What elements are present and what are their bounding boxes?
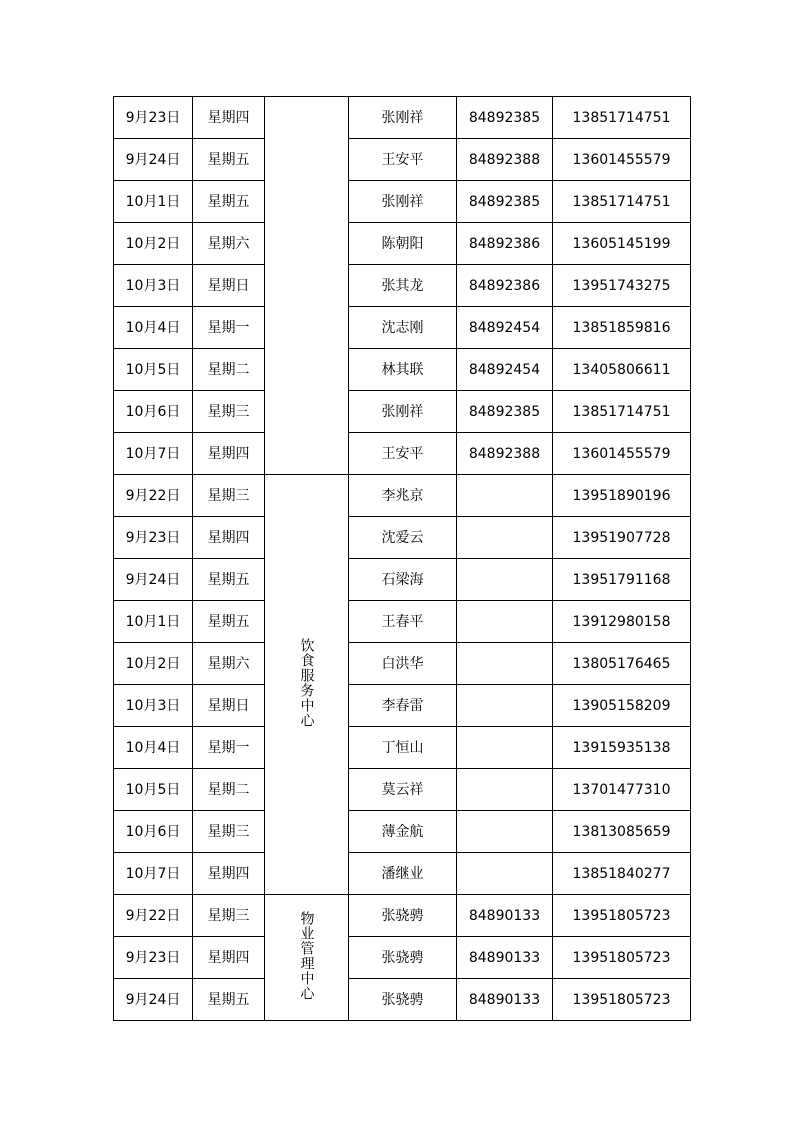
table-row — [114, 181, 691, 223]
weekday-cell: 星期五 — [193, 601, 265, 643]
name-cell: 沈爱云 — [349, 517, 457, 559]
mobile-phone-cell: 13601455579 — [553, 139, 691, 181]
duty-roster-table — [113, 96, 691, 1021]
table-row — [114, 769, 691, 811]
date-cell: 10月7日 — [114, 433, 193, 475]
mobile-phone-cell: 13605145199 — [553, 223, 691, 265]
table-row — [114, 685, 691, 727]
date-cell: 9月24日 — [114, 559, 193, 601]
office-phone-cell — [457, 601, 553, 643]
table-row — [114, 643, 691, 685]
office-phone-cell: 84890133 — [457, 895, 553, 937]
mobile-phone-cell: 13851840277 — [553, 853, 691, 895]
name-cell: 李兆京 — [349, 475, 457, 517]
date-cell: 9月22日 — [114, 475, 193, 517]
date-cell: 10月3日 — [114, 265, 193, 307]
office-phone-cell: 84892454 — [457, 307, 553, 349]
name-cell: 潘继业 — [349, 853, 457, 895]
name-cell: 薄金航 — [349, 811, 457, 853]
name-cell: 李春雷 — [349, 685, 457, 727]
name-cell: 白洪华 — [349, 643, 457, 685]
mobile-phone-cell: 13851714751 — [553, 97, 691, 139]
weekday-cell: 星期日 — [193, 265, 265, 307]
table-row — [114, 853, 691, 895]
weekday-cell: 星期一 — [193, 727, 265, 769]
name-cell: 张骁骋 — [349, 979, 457, 1021]
weekday-cell: 星期四 — [193, 433, 265, 475]
mobile-phone-cell: 13951791168 — [553, 559, 691, 601]
table-row — [114, 349, 691, 391]
date-cell: 9月23日 — [114, 937, 193, 979]
department-label: 物业管理中心 — [298, 910, 315, 1001]
office-phone-cell: 84892385 — [457, 97, 553, 139]
date-cell: 10月5日 — [114, 349, 193, 391]
table-row — [114, 979, 691, 1021]
weekday-cell: 星期六 — [193, 643, 265, 685]
name-cell: 沈志刚 — [349, 307, 457, 349]
date-cell: 10月2日 — [114, 223, 193, 265]
name-cell: 张刚祥 — [349, 97, 457, 139]
mobile-phone-cell: 13951805723 — [553, 895, 691, 937]
weekday-cell: 星期二 — [193, 349, 265, 391]
mobile-phone-cell: 13951805723 — [553, 979, 691, 1021]
mobile-phone-cell: 13405806611 — [553, 349, 691, 391]
name-cell: 莫云祥 — [349, 769, 457, 811]
weekday-cell: 星期五 — [193, 139, 265, 181]
date-cell: 10月1日 — [114, 181, 193, 223]
date-cell: 9月24日 — [114, 139, 193, 181]
table-row — [114, 97, 691, 139]
table-row — [114, 559, 691, 601]
weekday-cell: 星期三 — [193, 811, 265, 853]
name-cell: 张其龙 — [349, 265, 457, 307]
office-phone-cell — [457, 559, 553, 601]
date-cell: 9月23日 — [114, 97, 193, 139]
date-cell: 10月7日 — [114, 853, 193, 895]
table-row — [114, 475, 691, 517]
mobile-phone-cell: 13851714751 — [553, 391, 691, 433]
table-row — [114, 433, 691, 475]
table-row — [114, 937, 691, 979]
department-cell — [265, 895, 349, 1021]
weekday-cell: 星期六 — [193, 223, 265, 265]
office-phone-cell: 84892385 — [457, 391, 553, 433]
mobile-phone-cell: 13951890196 — [553, 475, 691, 517]
name-cell: 林其联 — [349, 349, 457, 391]
office-phone-cell — [457, 685, 553, 727]
date-cell: 10月5日 — [114, 769, 193, 811]
name-cell: 王安平 — [349, 433, 457, 475]
weekday-cell: 星期三 — [193, 391, 265, 433]
name-cell: 陈朝阳 — [349, 223, 457, 265]
table-row — [114, 811, 691, 853]
office-phone-cell: 84890133 — [457, 937, 553, 979]
table-row — [114, 517, 691, 559]
date-cell: 10月3日 — [114, 685, 193, 727]
office-phone-cell — [457, 727, 553, 769]
name-cell: 张刚祥 — [349, 181, 457, 223]
name-cell: 王安平 — [349, 139, 457, 181]
office-phone-cell — [457, 475, 553, 517]
mobile-phone-cell: 13851859816 — [553, 307, 691, 349]
roster-body — [114, 97, 691, 1021]
office-phone-cell: 84890133 — [457, 979, 553, 1021]
mobile-phone-cell: 13915935138 — [553, 727, 691, 769]
mobile-phone-cell: 13851714751 — [553, 181, 691, 223]
name-cell: 王春平 — [349, 601, 457, 643]
weekday-cell: 星期四 — [193, 517, 265, 559]
weekday-cell: 星期四 — [193, 937, 265, 979]
department-cell — [265, 475, 349, 895]
name-cell: 张骁骋 — [349, 895, 457, 937]
table-row — [114, 727, 691, 769]
mobile-phone-cell: 13601455579 — [553, 433, 691, 475]
department-label: 饮食服务中心 — [298, 637, 315, 728]
office-phone-cell: 84892386 — [457, 265, 553, 307]
office-phone-cell: 84892388 — [457, 139, 553, 181]
table-row — [114, 601, 691, 643]
date-cell: 10月6日 — [114, 391, 193, 433]
weekday-cell: 星期五 — [193, 979, 265, 1021]
mobile-phone-cell: 13813085659 — [553, 811, 691, 853]
name-cell: 张骁骋 — [349, 937, 457, 979]
office-phone-cell: 84892386 — [457, 223, 553, 265]
office-phone-cell — [457, 517, 553, 559]
name-cell: 丁恒山 — [349, 727, 457, 769]
weekday-cell: 星期日 — [193, 685, 265, 727]
weekday-cell: 星期五 — [193, 559, 265, 601]
mobile-phone-cell: 13951907728 — [553, 517, 691, 559]
table-row — [114, 223, 691, 265]
weekday-cell: 星期四 — [193, 853, 265, 895]
weekday-cell: 星期三 — [193, 895, 265, 937]
office-phone-cell: 84892388 — [457, 433, 553, 475]
date-cell: 10月4日 — [114, 307, 193, 349]
department-cell — [265, 97, 349, 475]
office-phone-cell — [457, 853, 553, 895]
office-phone-cell — [457, 769, 553, 811]
mobile-phone-cell: 13951805723 — [553, 937, 691, 979]
date-cell: 9月22日 — [114, 895, 193, 937]
weekday-cell: 星期四 — [193, 97, 265, 139]
mobile-phone-cell: 13905158209 — [553, 685, 691, 727]
mobile-phone-cell: 13951743275 — [553, 265, 691, 307]
name-cell: 石梁海 — [349, 559, 457, 601]
date-cell: 10月6日 — [114, 811, 193, 853]
office-phone-cell — [457, 811, 553, 853]
weekday-cell: 星期三 — [193, 475, 265, 517]
mobile-phone-cell: 13805176465 — [553, 643, 691, 685]
table-row — [114, 265, 691, 307]
date-cell: 9月24日 — [114, 979, 193, 1021]
date-cell: 10月4日 — [114, 727, 193, 769]
weekday-cell: 星期二 — [193, 769, 265, 811]
table-row — [114, 307, 691, 349]
name-cell: 张刚祥 — [349, 391, 457, 433]
date-cell: 10月1日 — [114, 601, 193, 643]
date-cell: 9月23日 — [114, 517, 193, 559]
weekday-cell: 星期一 — [193, 307, 265, 349]
table-row — [114, 391, 691, 433]
weekday-cell: 星期五 — [193, 181, 265, 223]
table-row — [114, 895, 691, 937]
date-cell: 10月2日 — [114, 643, 193, 685]
office-phone-cell — [457, 643, 553, 685]
mobile-phone-cell: 13912980158 — [553, 601, 691, 643]
mobile-phone-cell: 13701477310 — [553, 769, 691, 811]
office-phone-cell: 84892385 — [457, 181, 553, 223]
office-phone-cell: 84892454 — [457, 349, 553, 391]
table-row — [114, 139, 691, 181]
